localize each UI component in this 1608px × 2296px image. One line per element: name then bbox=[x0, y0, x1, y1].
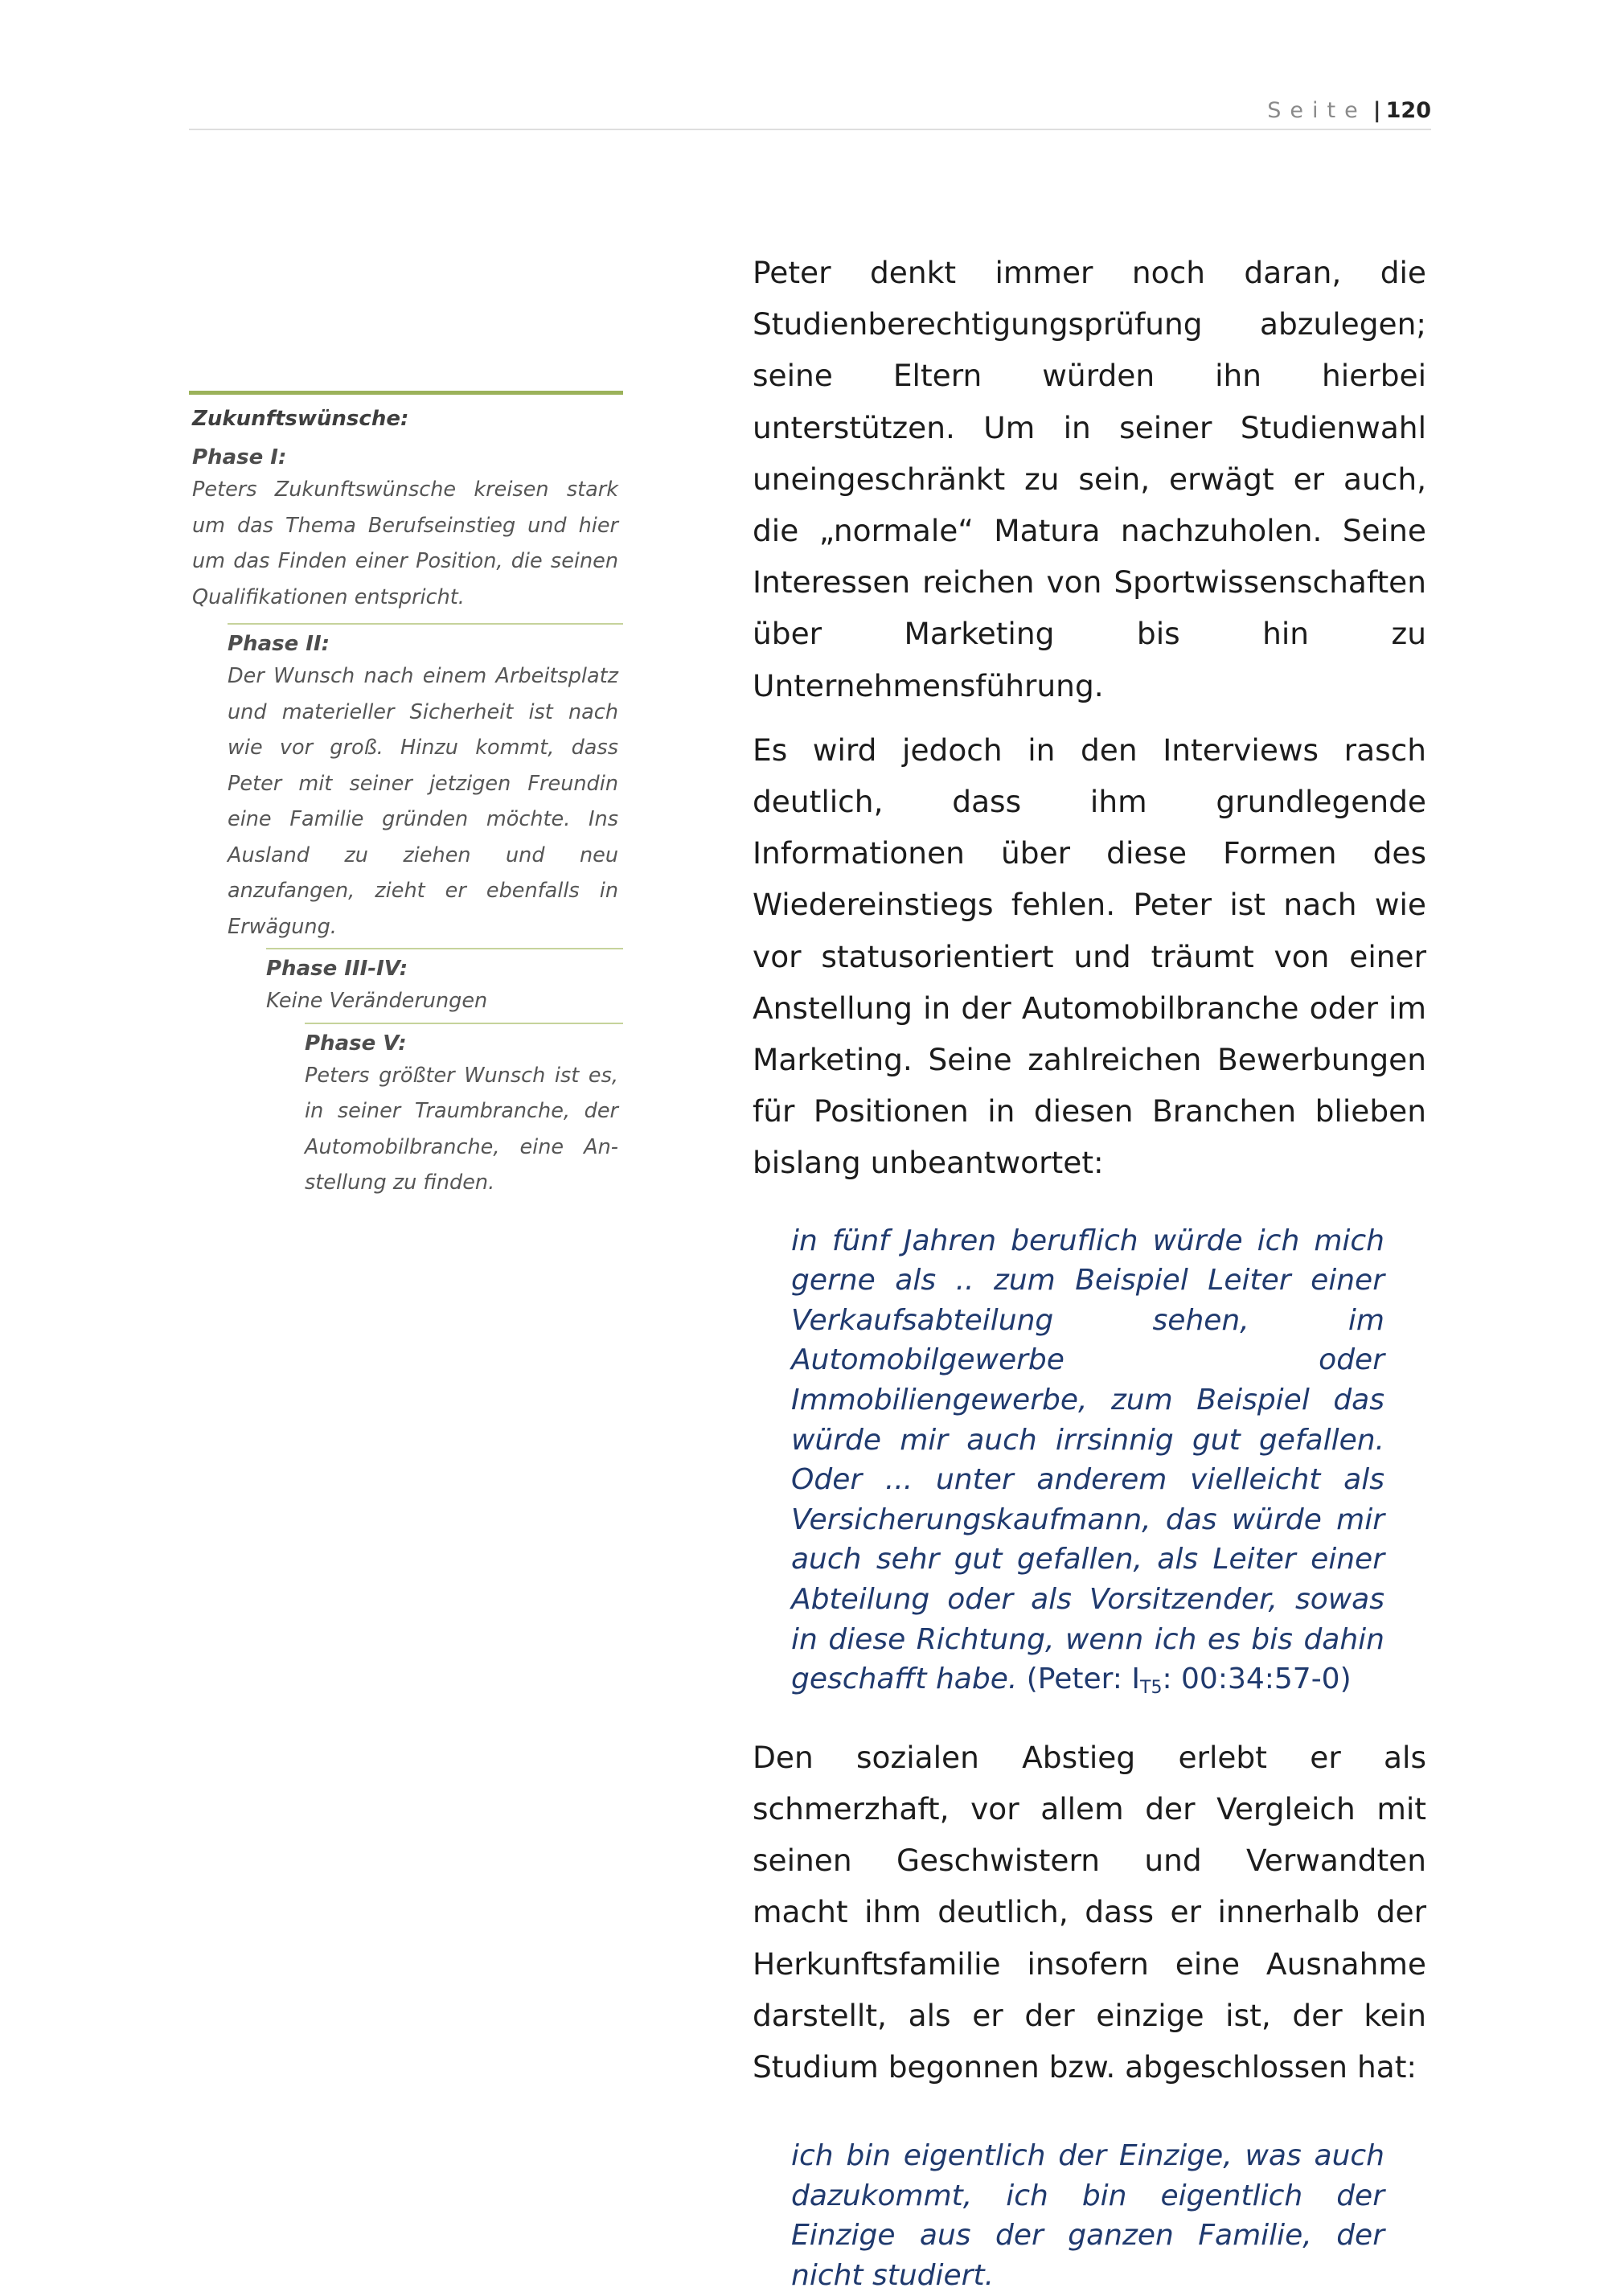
phase-4 bbox=[305, 1023, 623, 1201]
phase-1-heading: Phase I: bbox=[192, 445, 287, 469]
citation-subscript: T5 bbox=[1140, 1678, 1163, 1699]
phase-3 bbox=[266, 948, 623, 1201]
phase-1 bbox=[189, 443, 623, 615]
phase-4-heading: Phase V: bbox=[305, 1031, 407, 1056]
citation-suffix: : 00:34:57-0) bbox=[1162, 1663, 1352, 1696]
interview-quote-2 bbox=[791, 2136, 1384, 2295]
phase-3-heading: Phase III-IV: bbox=[266, 957, 408, 981]
phase-1-text: Peters Zukunftswünsche kreisen stark um das Thema Berufseinstieg und hier um das Finden einer Position, die seinen Qualifikationen entspricht. bbox=[192, 478, 618, 609]
page-header bbox=[189, 95, 1431, 130]
phase-2-heading: Phase II: bbox=[228, 632, 330, 656]
sidebar-top-rule bbox=[189, 391, 623, 395]
interview-quote-1 bbox=[791, 1221, 1384, 1699]
quote-1-citation bbox=[1026, 1663, 1352, 1699]
paragraph-1: Peter denkt immer noch daran, die Studienberechtigungsprüfung abzulegen; seine Eltern würden ihn hierbei unterstützen. Um in seiner Studienwahl uneingeschränkt zu sein, erwägt er auch, die „normale“ Matura nachzuholen. Seine Interessen reichen von Sportwissenschaften über Marketing bis hin zu Unternehmensführung. bbox=[753, 255, 1426, 703]
quote-2-text: ich bin eigentlich der Einzige, was auch dazukommt, ich bin eigentlich der Einzige aus der ganzen Familie, der nicht studiert. bbox=[791, 2139, 1384, 2292]
page-separator: | bbox=[1372, 98, 1381, 123]
phase-2-text: Der Wunsch nach einem Arbeitsplatz und materieller Sicherheit ist nach wie vor groß. Hinzu kommt, dass Peter mit seiner jetzigen Freundin eine Familie gründen möchte. Ins Ausland zu ziehen und neu anzufangen, zieht er ebenfalls in Erwägung. bbox=[228, 664, 618, 939]
quote-1-text: in fünf Jahren beruflich würde ich mich gerne als .. zum Beispiel Leiter einer Verkaufsabteilung sehen, im Automobilgewerbe oder Immobiliengewerbe, zum Beispiel das würde mir auch irrsinnig gut gefallen. Oder ... unter anderem vielleicht als Versicherungskaufmann, das würde mir auch sehr gut gefallen, als Leiter einer Abteilung oder als Vorsitzender, sowas in diese Richtung, wenn ich es bis dahin geschafft habe. bbox=[791, 1224, 1384, 1696]
paragraph-2: Es wird jedoch in den Interviews rasch deutlich, dass ihm grundlegende Informationen über diese Formen des Wiedereinstiegs fehlen. Peter ist nach wie vor statusorientiert und träumt von einer Anstellung in der Automobilbranche oder im Marketing. Seine zahlreichen Bewerbungen für Positionen in diesen Branchen blieben bislang unbeantwortet: bbox=[753, 732, 1426, 1181]
paragraph-3: Den sozialen Abstieg erlebt er als schmerzhaft, vor allem der Vergleich mit seinen Geschwistern und Verwandten macht ihm deutlich, dass er innerhalb der Herkunftsfamilie insofern eine Ausnahme darstellt, als er der einzige ist, der kein Studium begonnen bzw. abgeschlossen hat: bbox=[753, 1739, 1426, 2085]
phase-4-text: Peters größter Wunsch ist es, in seiner Traumbranche, der Automobilbranche, eine Anstellung zu finden. bbox=[305, 1063, 618, 1195]
citation-prefix: (Peter: I bbox=[1026, 1663, 1140, 1696]
page-header-text bbox=[1267, 95, 1431, 127]
phase-3-text: Keine Veränderungen bbox=[266, 989, 488, 1013]
page-label: Seite bbox=[1267, 98, 1367, 123]
sidebar-title: Zukunftswünsche: bbox=[192, 407, 409, 431]
phase-2 bbox=[228, 615, 623, 1201]
page-number: 120 bbox=[1385, 98, 1431, 123]
main-column bbox=[753, 247, 1426, 2296]
sidebar-box bbox=[189, 391, 623, 1201]
